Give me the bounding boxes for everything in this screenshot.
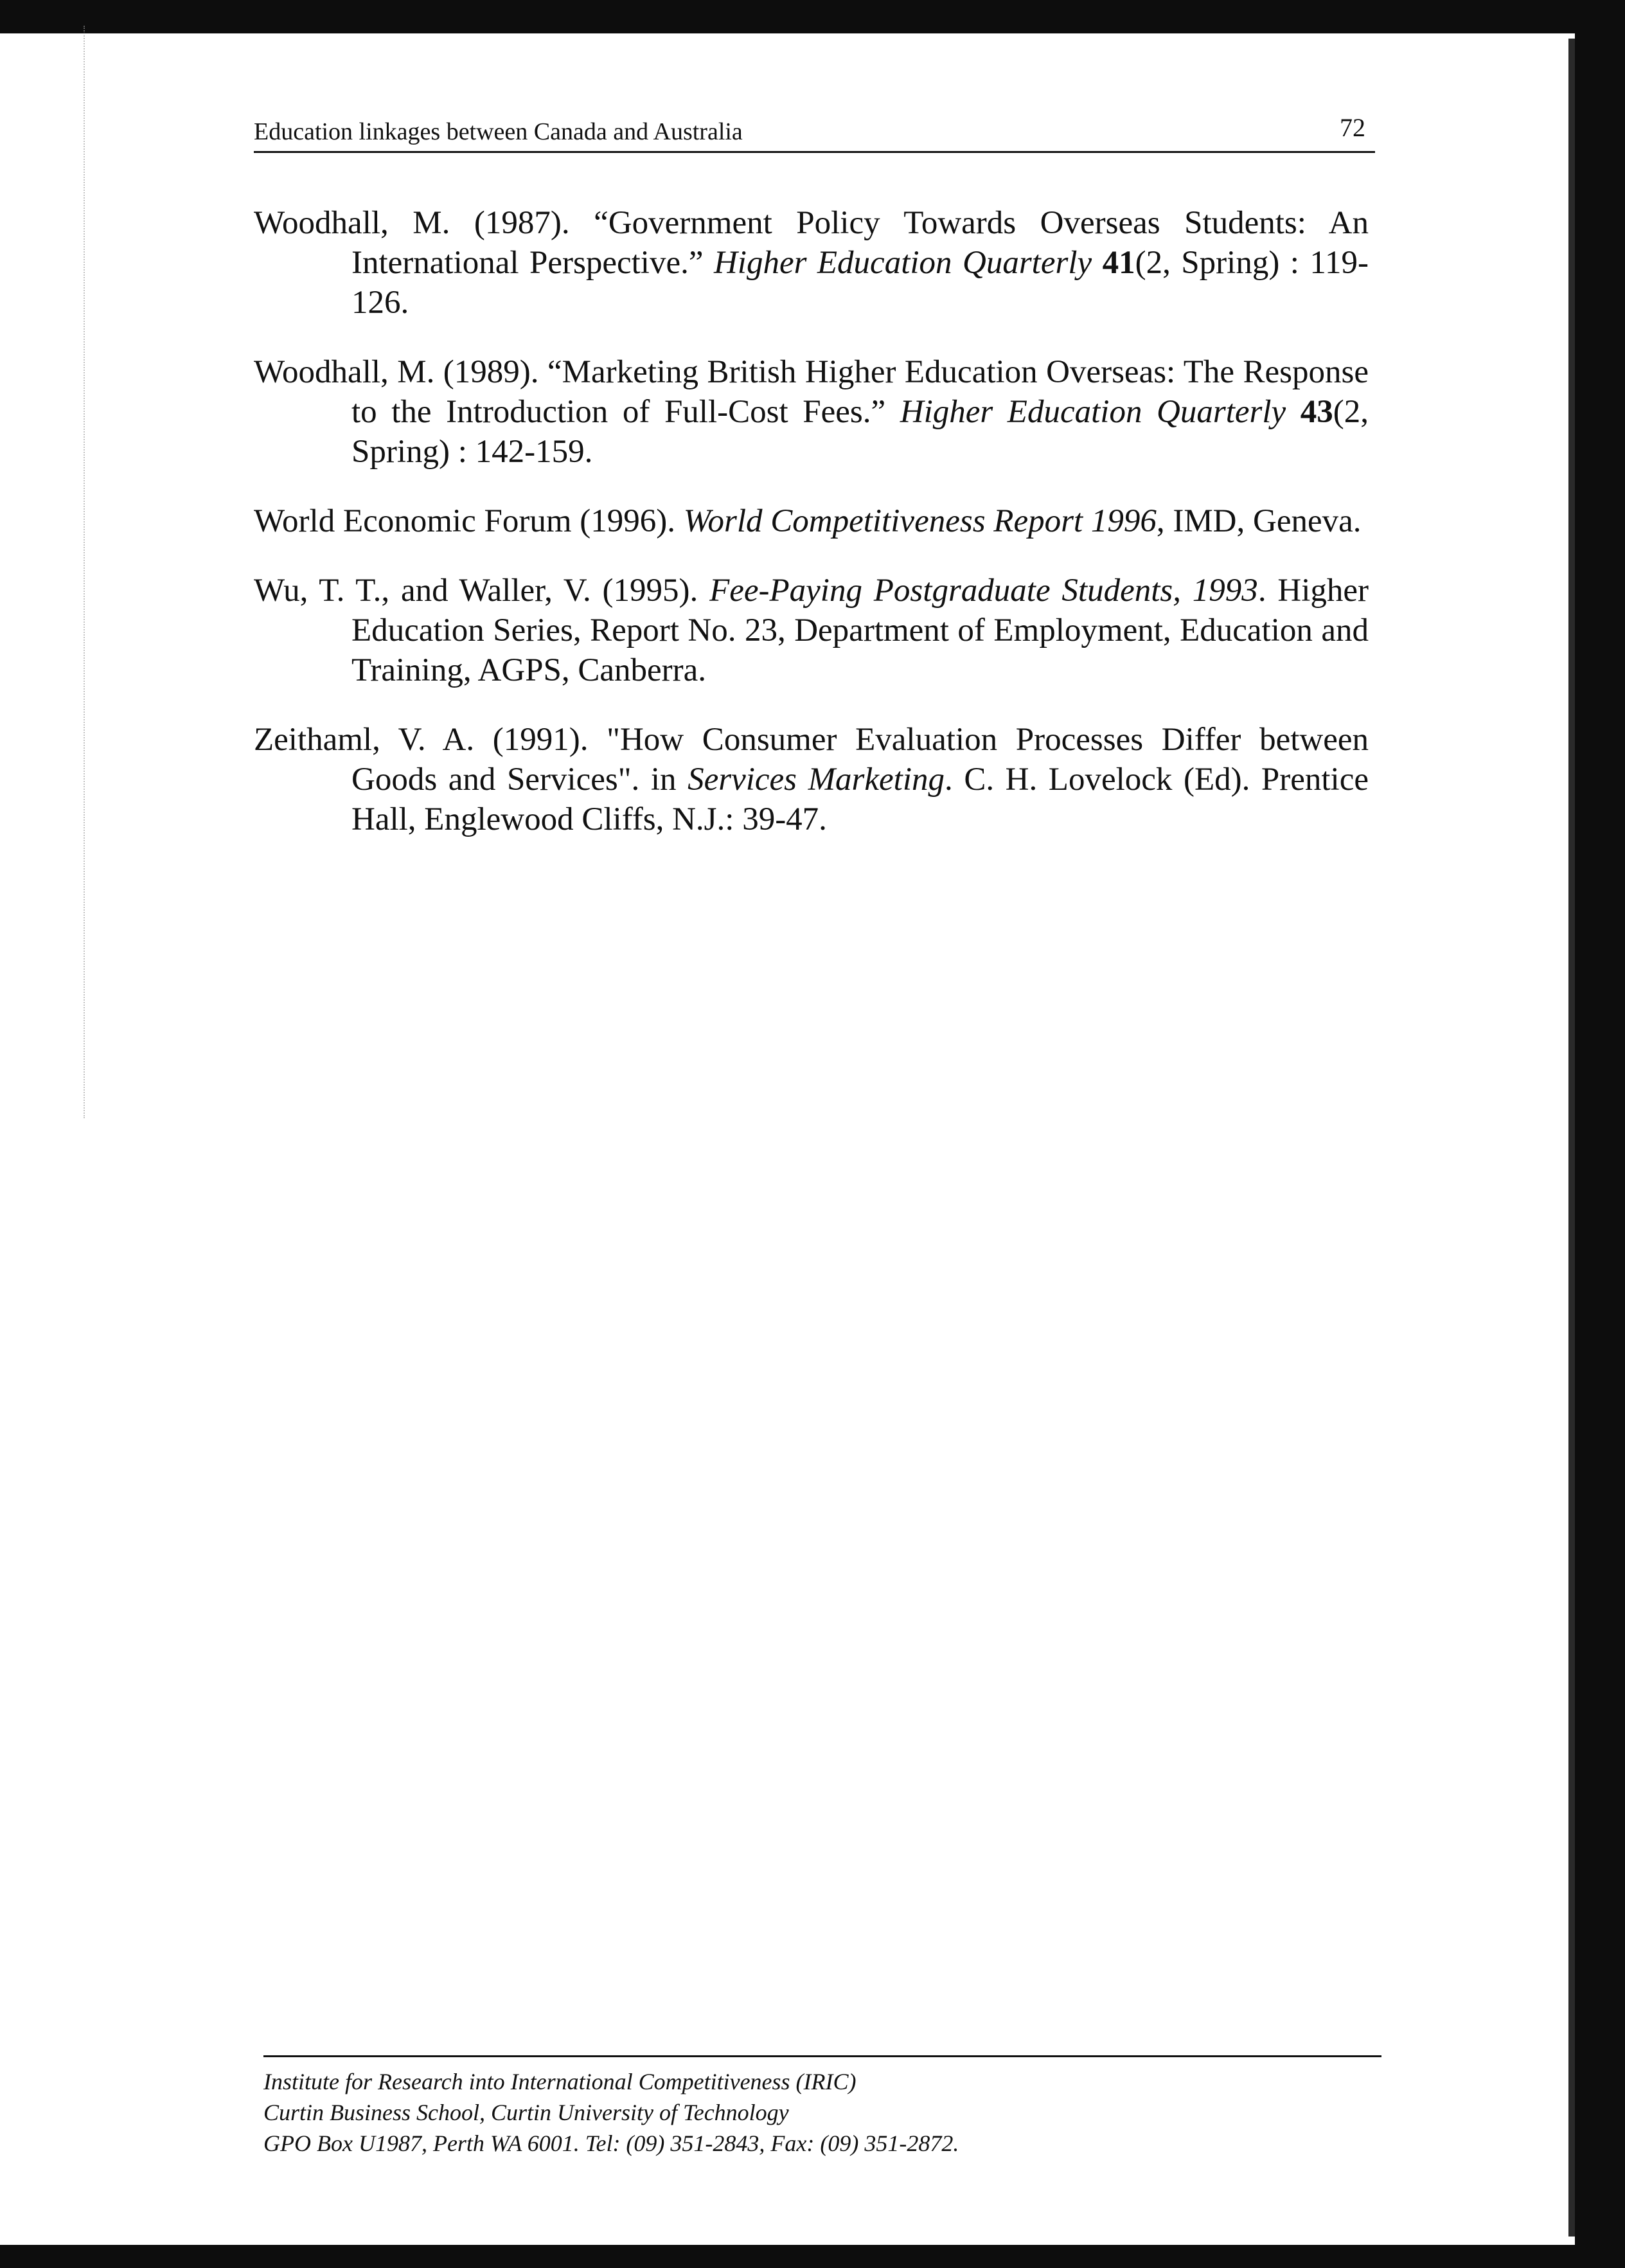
header-title: Education linkages between Canada and Australia [254, 118, 743, 145]
footer-institute: Institute for Research into International Competitiveness (IRIC) [263, 2069, 857, 2094]
reference-text: . Higher Education Series, Report No. 23, Department of Employment, Education and Training, AGPS, Canberra. [351, 573, 1369, 688]
reference-entry [254, 720, 1369, 839]
reference-text: Wu, T. T., and Waller, V. (1995). [254, 573, 710, 609]
reference-text: 43 [1300, 394, 1333, 430]
reference-text: World Economic Forum (1996). [254, 503, 684, 539]
scan-border-bottom [0, 2245, 1625, 2268]
reference-text: Zeithaml, V. A. (1991). "How Consumer Evaluation Processes Differ between Goods and Services". in [254, 722, 1369, 798]
reference-entry [254, 501, 1369, 541]
reference-text [1286, 394, 1301, 430]
reference-text: (2, Spring) : 119-126. [351, 245, 1369, 321]
reference-text: Woodhall, M. (1989). “Marketing British Higher Education Overseas: The Response to the Introduction of Full-Cost Fees.” [254, 354, 1369, 430]
footer-contact: GPO Box U1987, Perth WA 6001. Tel: (09) 351-2843, Fax: (09) 351-2872. [263, 2130, 959, 2156]
reference-text [1092, 245, 1102, 281]
reference-text: Woodhall, M. (1987). “Government Policy Towards Overseas Students: An International Perspective.” [254, 205, 1369, 281]
reference-text: Services Marketing [688, 762, 945, 798]
scan-border-top [0, 0, 1625, 33]
reference-entry [254, 203, 1369, 323]
scan-border-right [1575, 0, 1625, 2268]
reference-text: Higher Education Quarterly [713, 245, 1092, 281]
reference-text: Fee-Paying Postgraduate Students, 1993 [709, 573, 1258, 609]
footer-school: Curtin Business School, Curtin University of Technology [263, 2100, 789, 2125]
reference-entry [254, 571, 1369, 690]
reference-entry [254, 352, 1369, 472]
reference-text: . C. H. Lovelock (Ed). Prentice Hall, Englewood Cliffs, N.J.: 39-47. [351, 762, 1369, 837]
reference-text: (2, Spring) : 142-159. [351, 394, 1369, 470]
reference-text: , IMD, Geneva. [1156, 503, 1362, 539]
reference-text: Higher Education Quarterly [900, 394, 1286, 430]
running-header [254, 111, 1375, 153]
reference-list [254, 203, 1369, 869]
page-number: 72 [1340, 113, 1365, 142]
scan-page-edge-shadow [1568, 39, 1575, 2237]
reference-text: 41 [1102, 245, 1135, 281]
page-footer [263, 2055, 1381, 2159]
scan-noise-marks [84, 26, 89, 1118]
reference-text: World Competitiveness Report 1996 [683, 503, 1157, 539]
